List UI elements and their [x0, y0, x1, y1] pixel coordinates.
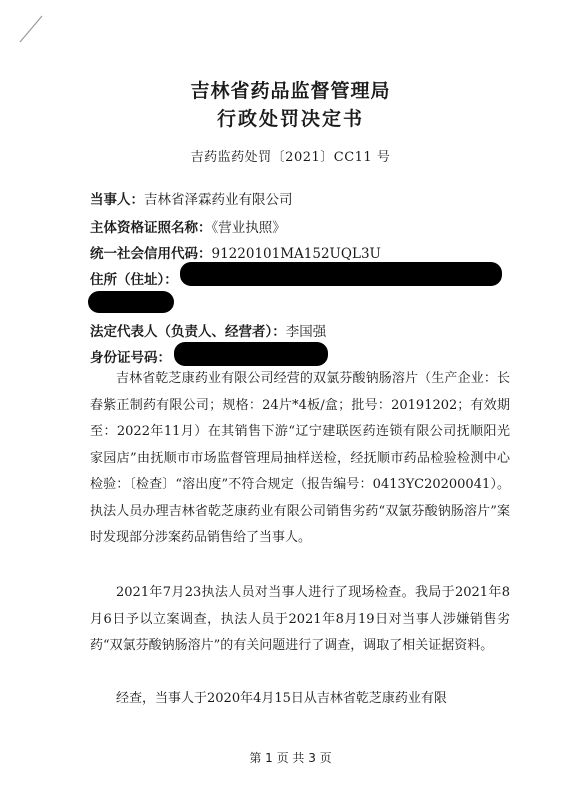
certificate-label: 主体资格证照名称： [90, 220, 212, 236]
id-number-field [90, 346, 171, 366]
address-field [90, 268, 178, 288]
agency-title: 吉林省药品监督管理局 [190, 80, 391, 102]
scan-mark-icon [18, 14, 44, 44]
id-number-redaction [174, 342, 328, 366]
certificate-field [90, 216, 286, 236]
case-paragraph-1: 吉林省乾芝康药业有限公司经营的双氯芬酸钠肠溶片（生产企业：长春紫正制药有限公司；规格：24片*4板/盒；批号：20191202；有效期至：2022年11月）在其销售下游“辽宁建联医药连锁有限公司抚顺阳光家园店”由抚顺市市场监督管理局抽样送检，经抚顺市药品检验检测中心检验：〔检查〕“溶出度”不符合规定（报告编号：0413YC20200041）。执法人员办理吉林省乾芝康药业有限公司销售劣药“双氯芬酸钠肠溶片”案时发现部分涉案药品销售给了当事人。 [90, 371, 510, 545]
party-label: 当事人： [90, 192, 144, 208]
page-number: 第 1 页 共 3 页 [249, 751, 332, 765]
case-paragraph-2: 2021年7月23执法人员对当事人进行了现场检查。我局于2021年8月6日予以立案调查，执法人员于2021年8月19日对当事人涉嫌销售劣药“双氯芬酸钠肠溶片”的有关问题进行了调查，调取了相关证据资料。 [90, 585, 510, 653]
party-value: 吉林省泽霖药业有限公司 [144, 192, 293, 208]
document-number: 吉药监药处罚〔2021〕CC11 号 [190, 150, 391, 165]
address-redaction [180, 262, 502, 286]
address-redaction-continued [88, 291, 174, 313]
address-label: 住所（住址）： [90, 272, 178, 288]
legal-representative-value: 李国强 [285, 324, 327, 340]
id-number-label: 身份证号码： [90, 350, 171, 366]
certificate-value: 《营业执照》 [211, 220, 286, 236]
legal-representative-field [90, 320, 326, 340]
credit-code-field [90, 242, 381, 262]
party-field [90, 188, 293, 208]
document-title: 行政处罚决定书 [216, 108, 364, 130]
legal-representative-label: 法定代表人（负责人、经营者）： [90, 324, 286, 340]
credit-code-value: 91220101MA152UQL3U [211, 246, 381, 262]
case-paragraph-3: 经查，当事人于2020年4月15日从吉林省乾芝康药业有限 [116, 691, 447, 706]
credit-code-label: 统一社会信用代码： [90, 246, 212, 262]
